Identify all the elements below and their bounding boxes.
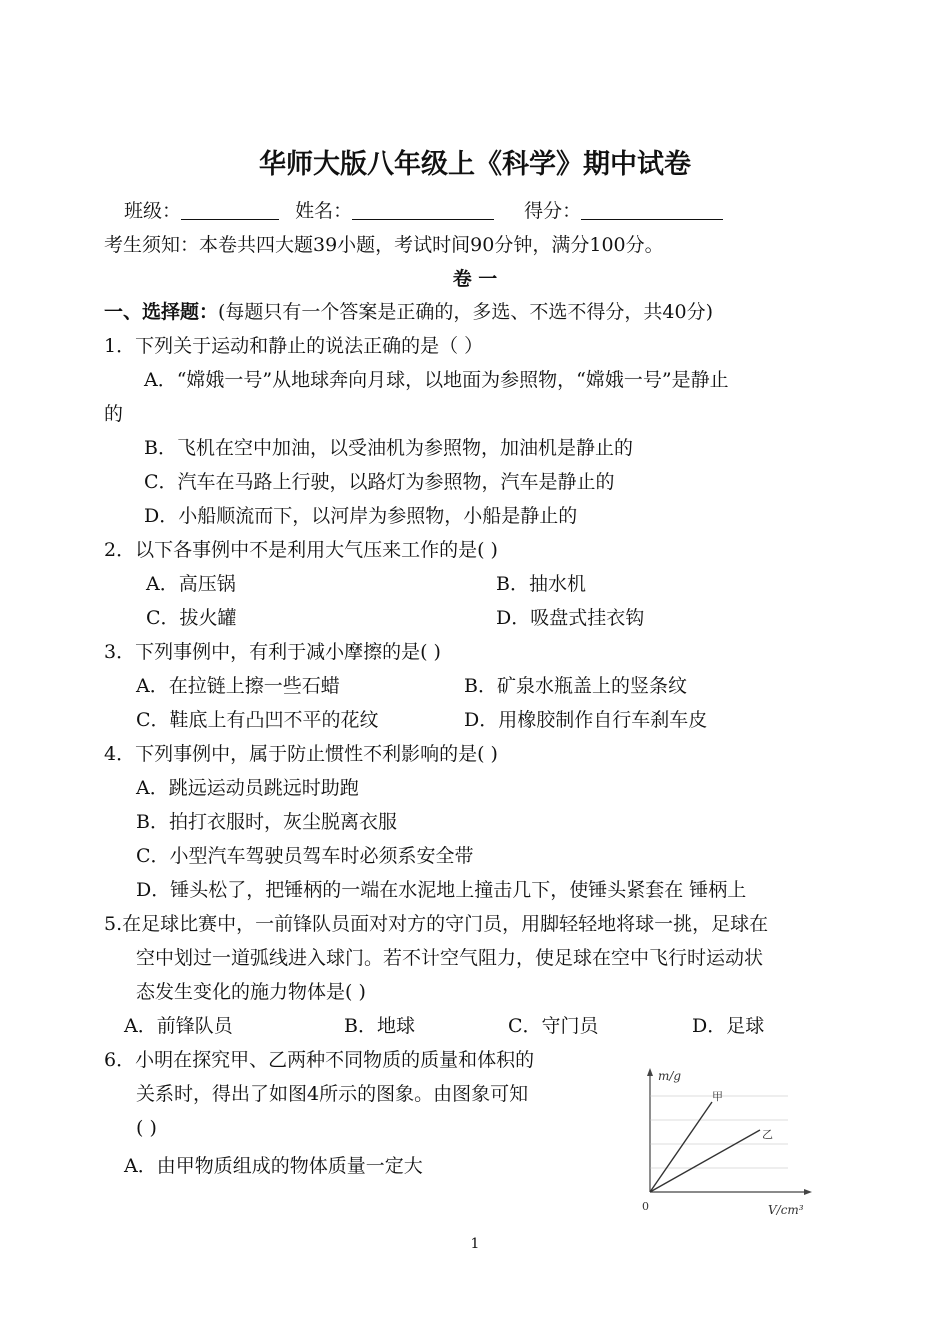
q1-option-a: A．“嫦娥一号”从地球奔向月球，以地面为参照物，“嫦娥一号”是静止 [144,369,729,391]
q3-option-d: D．用橡胶制作自行车刹车皮 [464,709,708,731]
q6-stem-line3: ( ) [136,1117,157,1139]
section-description: (每题只有一个答案是正确的，多选、不选不得分，共40分) [218,301,714,323]
q5-stem-line2: 空中划过一道弧线进入球门。若不计空气阻力，使足球在空中飞行时运动状 [136,947,764,969]
x-axis-label: V/cm³ [768,1203,804,1217]
name-blank[interactable] [352,199,494,220]
q1-option-b: B．飞机在空中加油，以受油机为参照物，加油机是静止的 [144,437,633,459]
q4-option-c: C．小型汽车驾驶员驾车时必须系安全带 [136,845,474,867]
q5-option-d: D．足球 [692,1015,765,1037]
q2-stem: 2．以下各事例中不是利用大气压来工作的是( ) [104,539,498,561]
y-axis-label: m/g [658,1069,682,1083]
q5-option-a: A．前锋队员 [124,1015,233,1037]
q4-option-b: B．拍打衣服时，灰尘脱离衣服 [136,811,397,833]
q2-option-b: B．抽水机 [496,573,586,595]
line-jia-label: 甲 [712,1090,723,1103]
mass-volume-graph [628,1060,818,1220]
origin-label: 0 [642,1200,649,1213]
line-yi-label: 乙 [762,1128,773,1141]
q4-option-a: A．跳远运动员跳远时助跑 [136,777,359,799]
q3-stem: 3．下列事例中，有利于减小摩擦的是( ) [104,641,441,663]
volume-heading: 卷 一 [452,268,498,290]
exam-notice: 考生须知：本卷共四大题39小题，考试时间90分钟，满分100分。 [104,234,664,256]
q6-stem-line2: 关系时，得出了如图4所示的图象。由图象可知 [136,1083,529,1105]
q3-option-a: A．在拉链上擦一些石蜡 [136,675,340,697]
q1-option-a-cont: 的 [104,403,124,425]
score-blank[interactable] [581,199,723,220]
q2-option-c: C．拔火罐 [146,607,237,629]
q5-stem-line1: 5.在足球比赛中，一前锋队员面对对方的守门员，用脚轻轻地将球一挑，足球在 [104,913,769,935]
q6-stem-line1: 6．小明在探究甲、乙两种不同物质的质量和体积的 [104,1049,535,1071]
y-axis-arrow-icon [647,1068,653,1076]
q2-option-d: D．吸盘式挂衣钩 [496,607,645,629]
q4-stem: 4．下列事例中，属于防止惯性不利影响的是( ) [104,743,498,765]
section-heading [104,299,713,325]
q5-option-c: C．守门员 [508,1015,599,1037]
q1-stem: 1．下列关于运动和静止的说法正确的是（ ） [104,335,484,357]
q5-stem-line3: 态发生变化的施力物体是( ) [136,981,366,1003]
line-yi [650,1130,760,1192]
student-info-row [124,198,723,224]
q4-option-d: D．锤头松了，把锤柄的一端在水泥地上撞击几下，使锤头紧套在 锤柄上 [136,879,747,901]
x-axis-arrow-icon [804,1189,812,1195]
class-blank[interactable] [181,199,279,220]
page-title: 华师大版八年级上《科学》期中试卷 [259,149,691,180]
page-number: 1 [470,1236,480,1252]
q2-option-a: A．高压锅 [146,573,236,595]
line-jia [650,1102,712,1192]
class-label: 班级： [124,200,182,222]
q1-option-d: D．小船顺流而下，以河岸为参照物，小船是静止的 [144,505,578,527]
score-label: 得分： [524,200,582,222]
q3-option-b: B．矿泉水瓶盖上的竖条纹 [464,675,687,697]
q1-option-c: C．汽车在马路上行驶，以路灯为参照物，汽车是静止的 [144,471,615,493]
q5-option-b: B．地球 [344,1015,415,1037]
section-title: 一、选择题： [104,301,219,323]
q3-option-c: C．鞋底上有凸凹不平的花纹 [136,709,379,731]
name-label: 姓名： [295,200,353,222]
q6-option-a: A．由甲物质组成的物体质量一定大 [124,1155,423,1177]
